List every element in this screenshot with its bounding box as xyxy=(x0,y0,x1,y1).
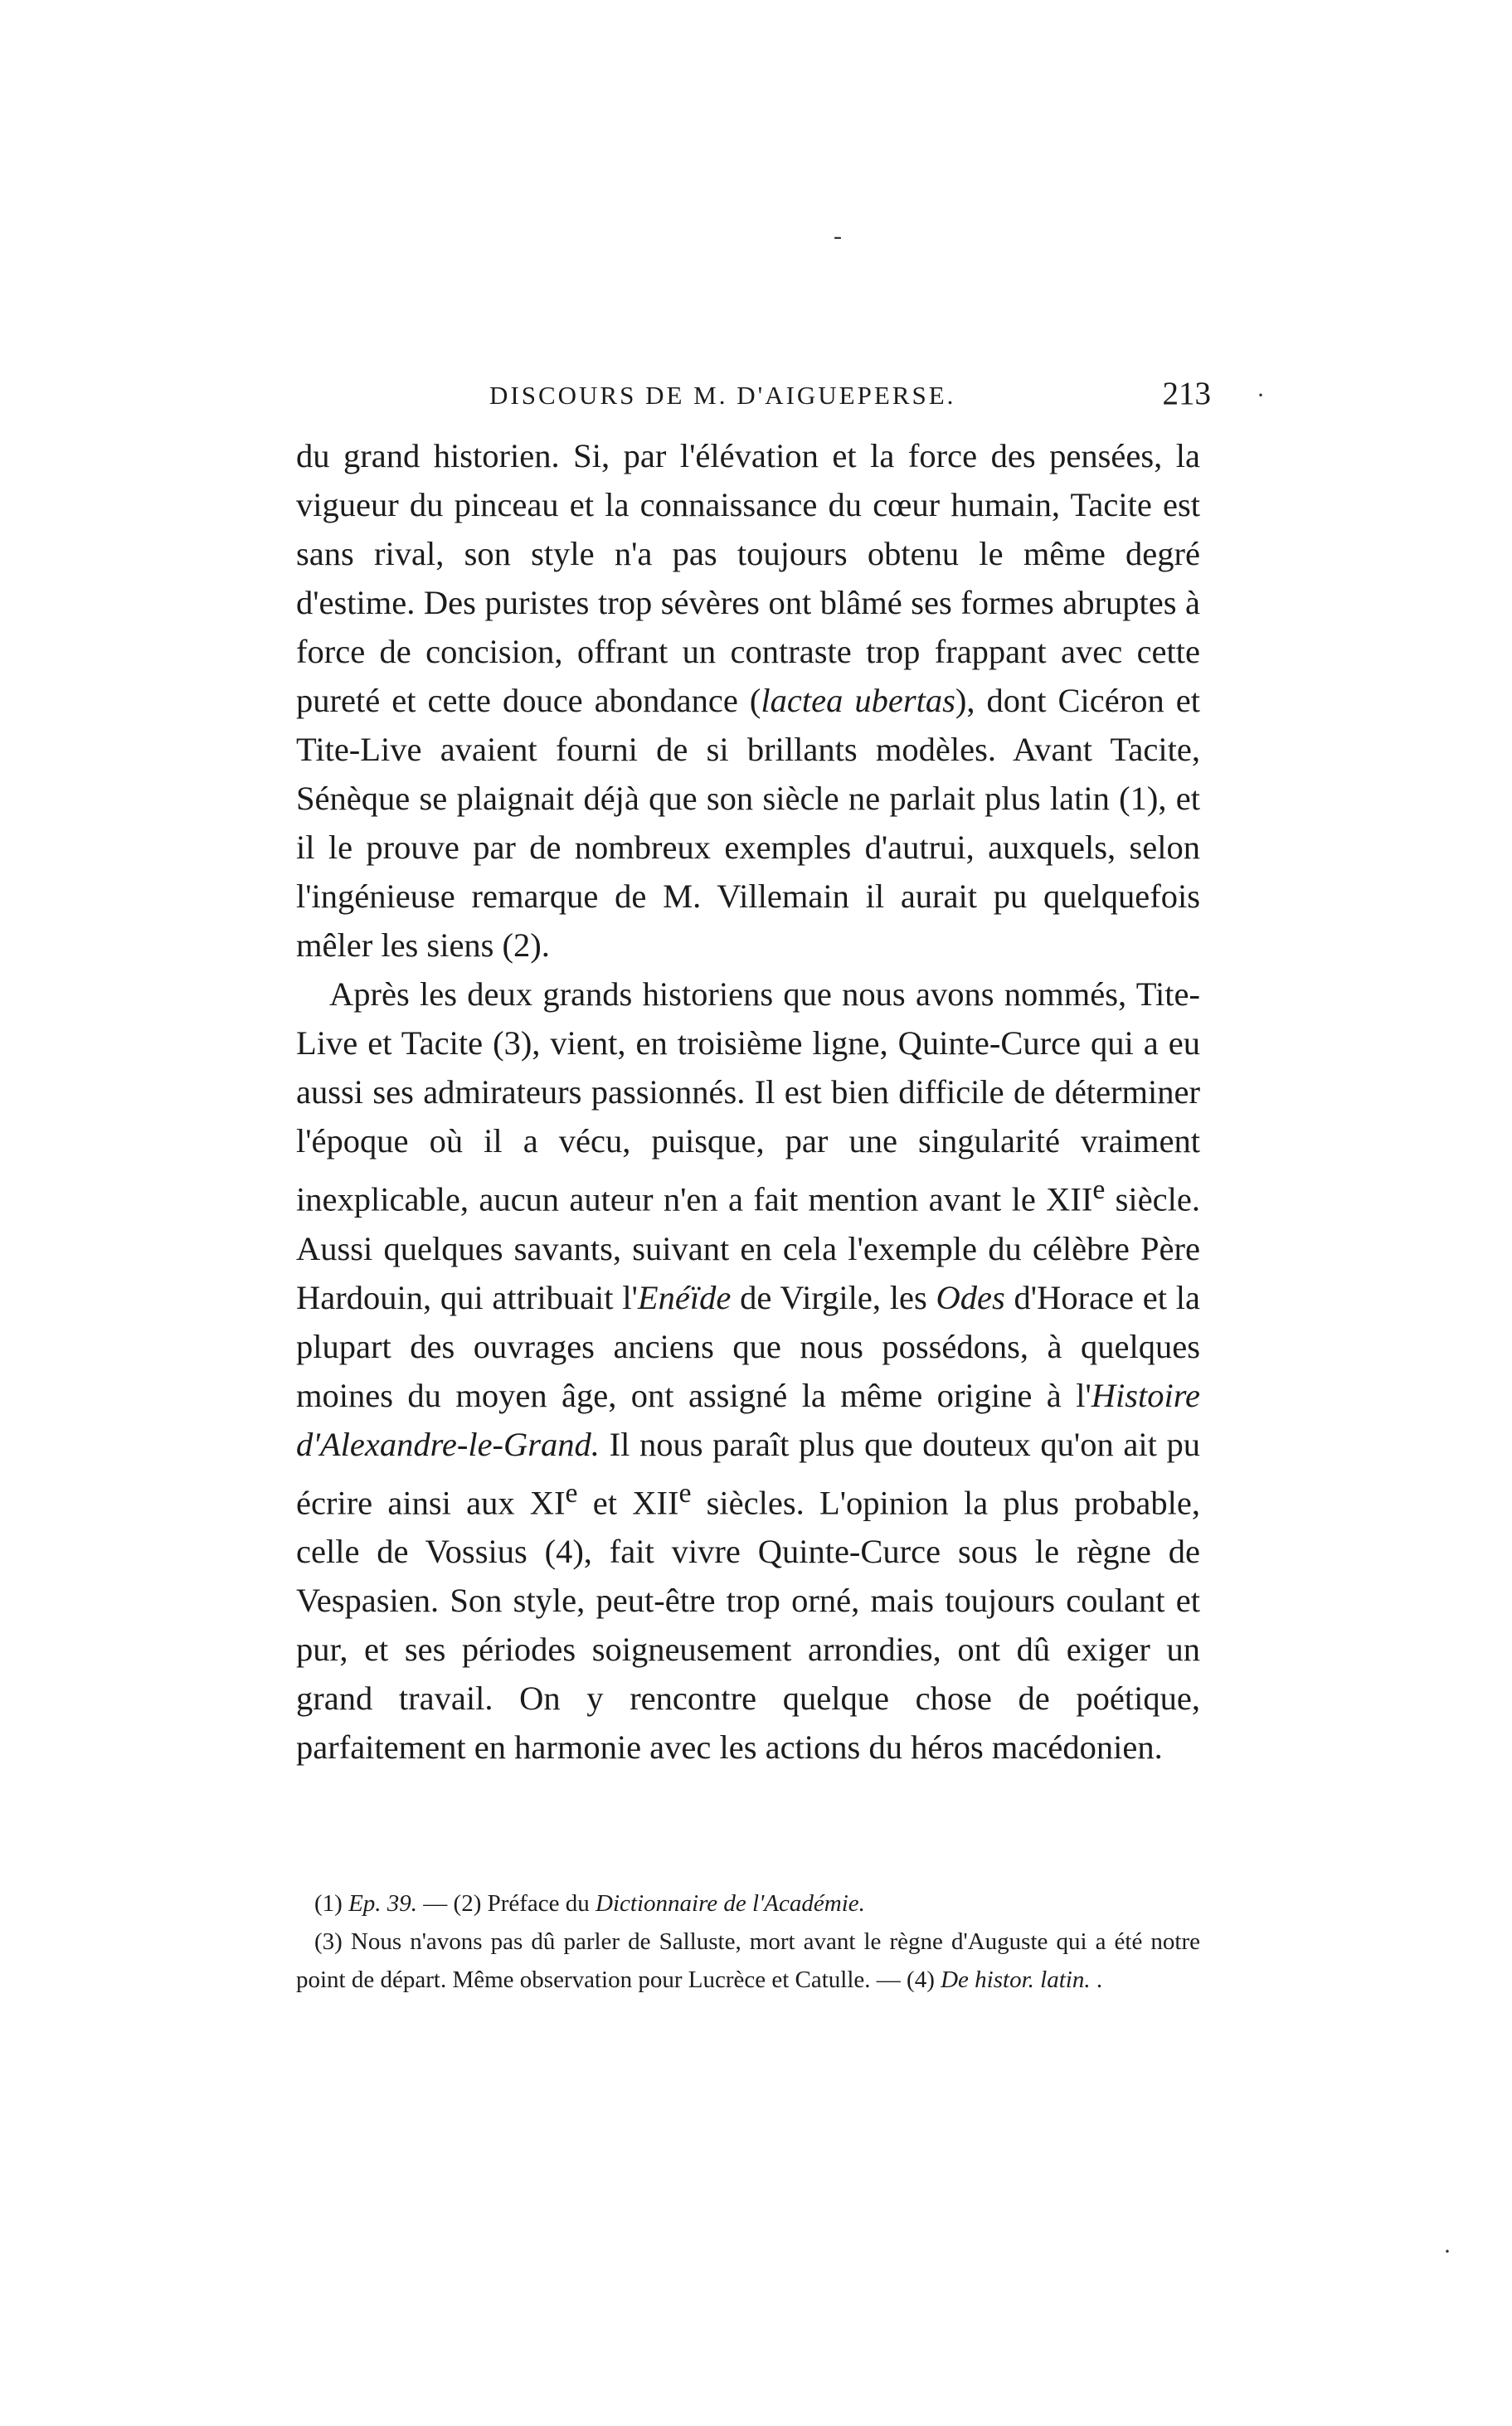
paragraph-2: Après les deux grands historiens que nous avons nommés, Tite-Live et Tacite (3), vient, en troisième ligne, Quinte-Curce qui a eu aussi ses admirateurs passionnés. Il est bien difficile de déterminer l'époque où il a vécu, puisque, par une singularité vraiment inexplicable, aucun auteur n'en a fait mention avant le XIIe siècle. Aussi quelques savants, suivant en cela l'exemple du célèbre Père Hardouin, qui attribuait l'Enéïde de Virgile, les Odes d'Horace et la plupart des ouvrages anciens que nous possédons, à quelques moines du moyen âge, ont assigné la même origine à l'Histoire d'Alexandre-le-Grand. Il nous paraît plus que douteux qu'on ait pu écrire ainsi aux XIe et XIIe siècles. L'opinion la plus probable, celle de Vossius (4), fait vivre Quinte-Curce sous le règne de Vespasien. Son style, peut-être trop orné, mais toujours coulant et pur, et ses périodes soigneusement arrondies, ont dû exiger un grand travail. On y rencontre quelque chose de poétique, parfaitement en harmonie avec les actions du héros macédonien. xyxy=(296,975,1200,1766)
stray-bottom-dot: · xyxy=(1443,2238,1451,2265)
page-number: 213 xyxy=(1162,376,1211,411)
latin-phrase: lactea ubertas xyxy=(761,682,955,719)
stray-dot-mark: . xyxy=(1096,1967,1103,1993)
stray-tick-mark: · xyxy=(1257,382,1265,409)
page-header xyxy=(489,375,1211,412)
work-title-histoire: Histoire d'Alexandre-le-Grand. xyxy=(296,1376,1200,1463)
footnotes xyxy=(296,1884,1200,1999)
footnote-1-2: (1) Ep. 39. — (2) Préface du Dictionnaire de l'Académie. xyxy=(314,1890,865,1917)
stray-dash-mark: - xyxy=(834,222,842,250)
paragraph-1: du grand historien. Si, par l'élévation et la force des pensées, la vigueur du pinceau et la connaissance du cœur humain, Tacite est sans rival, son style n'a pas toujours obtenu le même degré d'estime. Des puristes trop sévères ont blâmé ses formes abruptes à force de concision, offrant un contraste trop frappant avec cette pureté et cette douce abondance (lactea ubertas), dont Cicéron et Tite-Live avaient fourni de si brillants modèles. Avant Tacite, Sénèque se plaignait déjà que son siècle ne parlait plus latin (1), et il le prouve par de nombreux exemples d'autrui, auxquels, selon l'ingénieuse remarque de M. Villemain il aurait pu quelquefois mêler les siens (2). xyxy=(296,437,1200,964)
work-title-odes: Odes xyxy=(936,1278,1005,1316)
footnote-3-4: (3) Nous n'avons pas dû parler de Salluste, mort avant le règne d'Auguste qui a été notre point de départ. Même observation pour Lucrèce et Catulle. — (4) De histor. latin. . xyxy=(296,1928,1200,1993)
work-title-eneide: Enéïde xyxy=(637,1278,732,1316)
running-head: DISCOURS DE M. D'AIGUEPERSE. xyxy=(489,381,956,410)
body-text xyxy=(296,431,1200,1772)
